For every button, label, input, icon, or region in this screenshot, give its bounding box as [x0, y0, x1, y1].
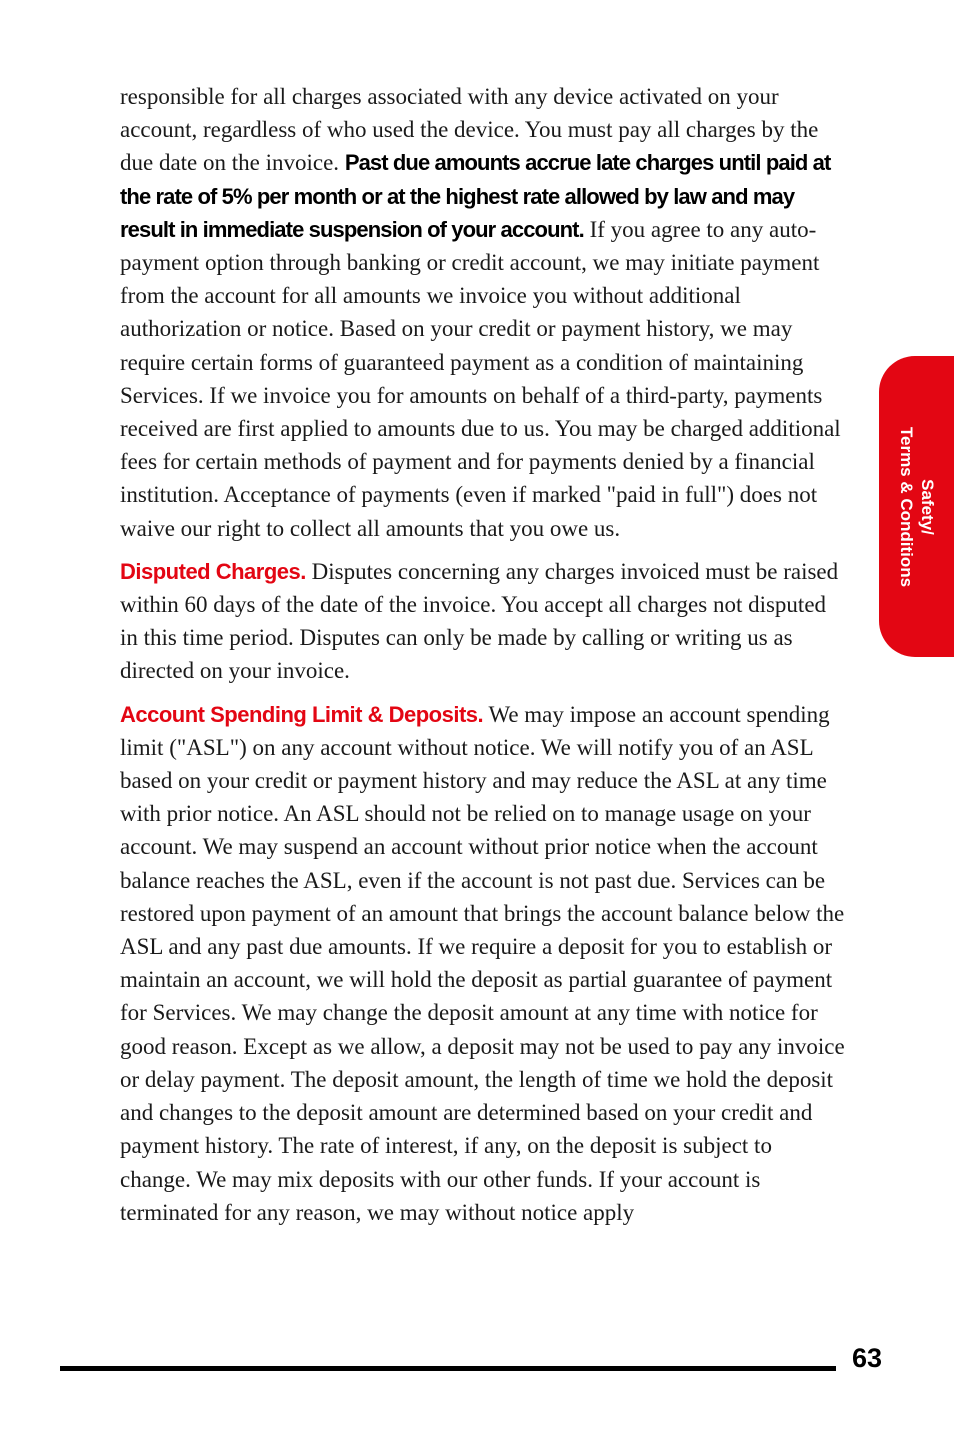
disputed-charges-paragraph: [120, 555, 848, 688]
payment-text-continued: If you agree to any auto-payment option through banking or credit account, we may initiate payment from the account for all amounts we invoice you without additional authorization or notice. Based on your credit or payment history, we may require certain forms of guaranteed payment as a condition of maintaining Services. If we invoice you for amounts on behalf of a third-party, payments received are first applied to amounts due to us. You may be charged additional fees for certain methods of payment and for payments denied by a financial institution. Acceptance of payments (even if marked "paid in full") does not waive our right to collect all amounts that you owe us.: [120, 216, 841, 541]
disputed-charges-text: Disputes concerning any charges invoiced must be raised within 60 days of the date of the invoice. You accept all charges not disputed in this time period. Disputes can only be made by calling or writing us as directed on your invoice.: [120, 558, 839, 684]
page-number: 63: [852, 1343, 883, 1373]
spending-limit-heading: Account Spending Limit & Deposits.: [120, 701, 484, 727]
disputed-charges-heading: Disputed Charges.: [120, 558, 306, 584]
section-tab-line1: Safety/: [917, 478, 937, 535]
payment-text: responsible for all charges associated with any device activated on your account, regardless of who used the device. You must pay all charges by the due date on the invoice.: [120, 84, 819, 176]
late-charges-notice: Past due amounts accrue late charges until paid at the rate of 5% per month or at the highest rate allowed by law and may result in immediate suspension of your account.: [120, 150, 831, 242]
footer-divider: [60, 1366, 836, 1371]
payment-paragraph: [120, 80, 848, 545]
section-tab-line2: Terms & Conditions: [896, 426, 916, 587]
spending-limit-text: We may impose an account spending limit ("ASL") on any account without notice. We will notify you of an ASL based on your credit or payment history and may reduce the ASL at any time with prior notice. An ASL should not be relied on to manage usage on your account. We may suspend an account without prior notice when the account balance reaches the ASL, even if the account is not past due. Services can be restored upon payment of an amount that brings the account balance below the ASL and any past due amounts. If we require a deposit for you to establish or maintain an account, we will hold the deposit as partial guarantee of payment for Services. We may change the deposit amount at any time with notice for good reason. Except as we allow, a deposit may not be used to pay any invoice or delay payment. The deposit amount, the length of time we hold the deposit and changes to the deposit amount are determined based on your credit and payment history. The rate of interest, if any, on the deposit is subject to change. We may mix deposits with our other funds. If your account is terminated for any reason, we may without notice apply: [120, 701, 845, 1225]
spending-limit-paragraph: [120, 698, 848, 1229]
section-tab: [879, 356, 954, 657]
section-tab-label: [896, 426, 938, 586]
document-body: [120, 80, 848, 1239]
